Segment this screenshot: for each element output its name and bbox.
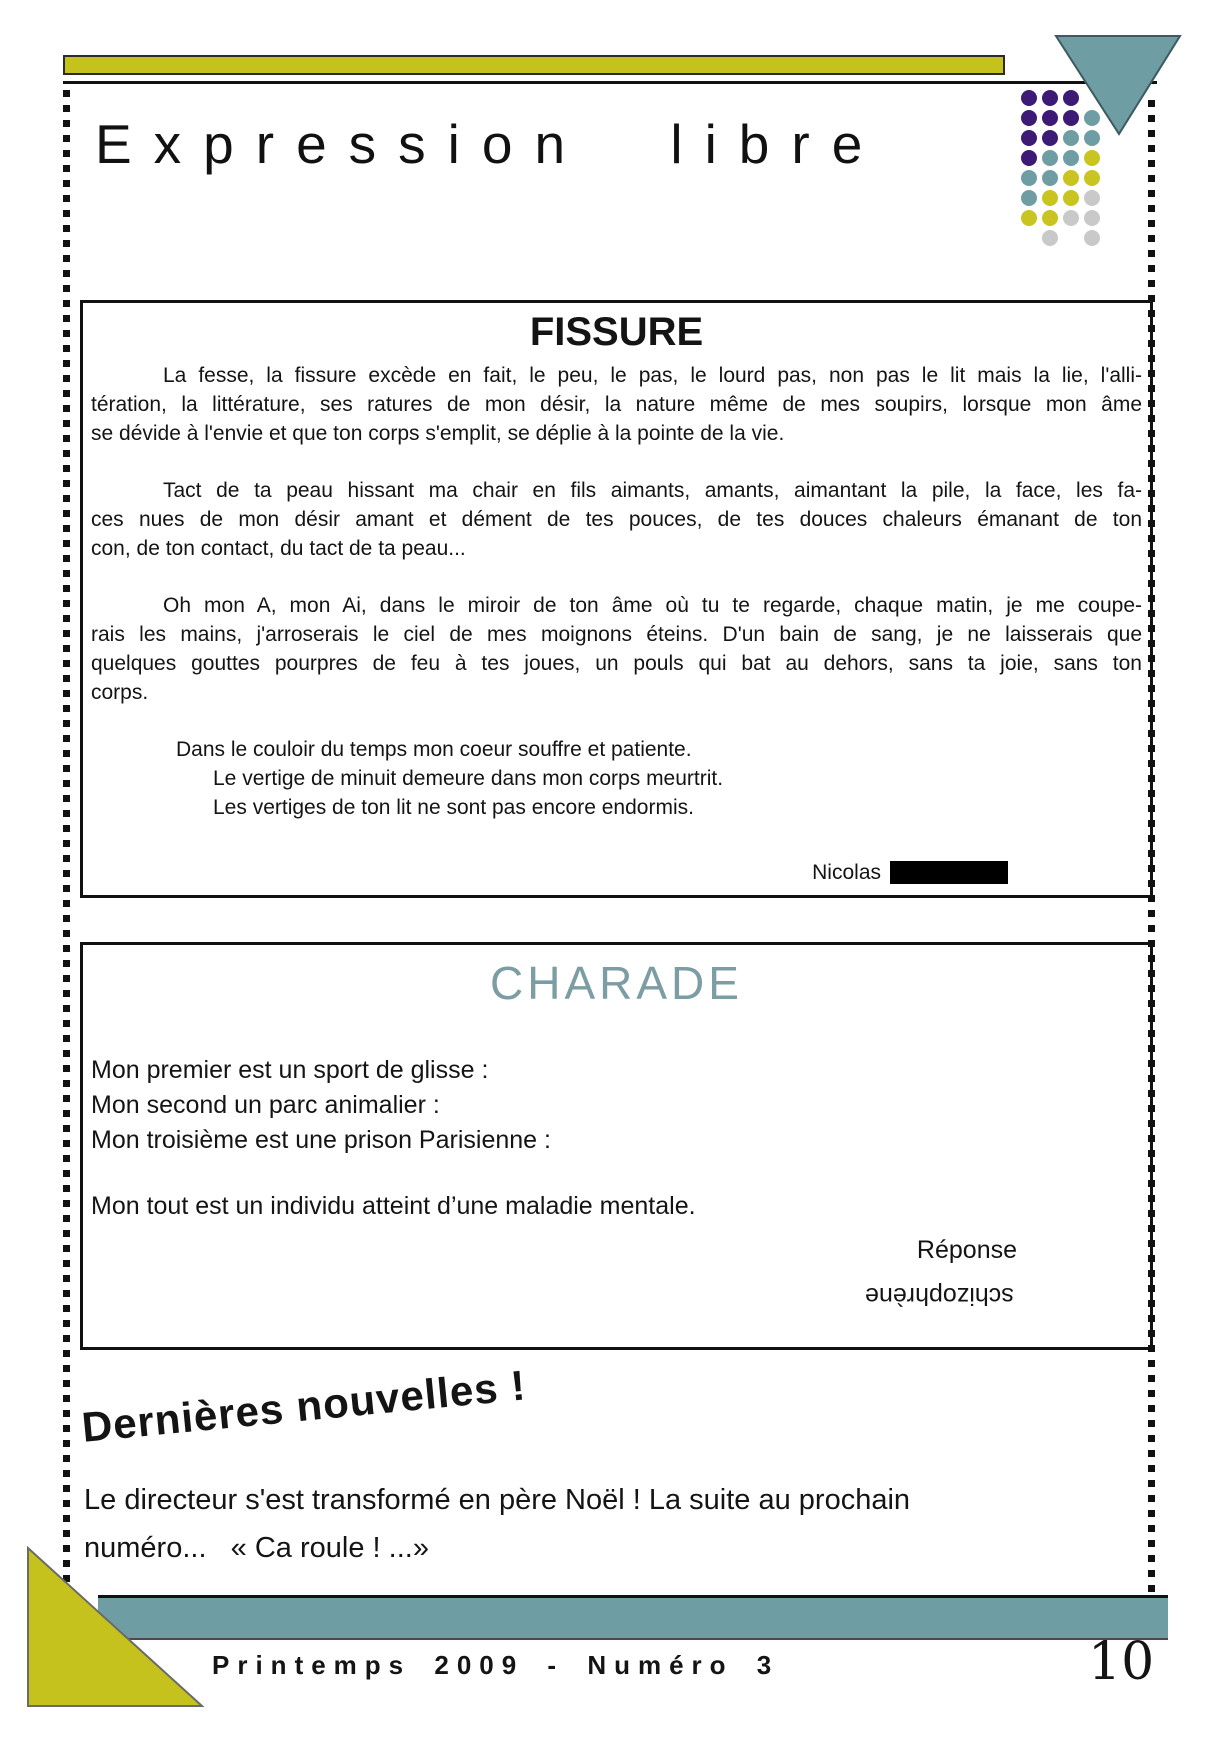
footer-issue: Printemps 2009 - Numéro 3 [212,1650,780,1680]
fissure-line: quelques gouttes pourpres de feu à tes joues, un pouls qui bat au dehors, sans ta joie, sans ton [91,652,1142,675]
fissure-box [80,300,1153,898]
dot [1084,230,1100,246]
verse-line: Dans le couloir du temps mon coeur souffre et patiente. [176,738,692,761]
fissure-line: Oh mon A, mon Ai, dans le miroir de ton âme où tu te regarde, chaque matin, je me coupe- [163,594,1142,617]
fissure-line: tération, la littérature, ses ratures de mon désir, la nature même de mes soupirs, lorsque mon âme [91,393,1142,416]
dot [1063,170,1079,186]
charade-box [80,942,1153,1350]
signature [91,858,1142,887]
page-number: 10 [1088,1632,1155,1692]
news-line: numéro... « Ca roule ! ...» [84,1532,429,1564]
fissure-line: con, de ton contact, du tact de ta peau... [91,537,466,560]
dot [1063,190,1079,206]
dotted-border-left [63,90,70,1602]
verse-line: Les vertiges de ton lit ne sont pas encore endormis. [213,796,694,819]
dotted-border-right [1148,100,1155,1592]
dot [1021,210,1037,226]
charade-clue: Mon premier est un sport de glisse : [91,1056,489,1084]
reponse-label: Réponse [916,1236,1017,1264]
dot [1063,210,1079,226]
dot [1021,190,1037,206]
fissure-title: FISSURE [529,310,704,354]
dot [1021,170,1037,186]
dot [1084,210,1100,226]
dot [1021,90,1037,106]
corner-triangle-top-right [1052,32,1184,138]
fissure-line: corps. [91,681,149,704]
dot [1021,130,1037,146]
fissure-line: Tact de ta peau hissant ma chair en fils aimants, amants, aimantant la pile, la face, les fa- [163,479,1142,502]
charade-clue: Mon second un parc animalier : [91,1091,440,1119]
dot [1042,170,1058,186]
dot [1042,210,1058,226]
page-title: Expression libre [95,113,885,175]
fissure-poem [91,361,1142,887]
footer-bar [98,1595,1168,1640]
charade-clues [91,1053,1142,1158]
fissure-line: rais les mains, j'arroserais le ciel de mes moignons éteins. D'un bain de sang, je ne laisserais que [91,623,1142,646]
dot [1021,150,1037,166]
corner-triangle-bottom-left [24,1540,208,1714]
fissure-line: se dévide à l'envie et que ton corps s'emplit, se déplie à la pointe de la vie. [91,422,785,445]
dot [1084,170,1100,186]
dot [1084,190,1100,206]
dot [1084,150,1100,166]
redacted-name-box [890,861,1008,884]
charade-clue: Mon troisième est une prison Parisienne : [91,1126,551,1154]
dot [1042,230,1058,246]
top-rule [63,81,1157,84]
news-heading: Dernières nouvelles ! [79,1361,528,1451]
verse-line: Le vertige de minuit demeure dans mon corps meurtrit. [213,767,724,790]
dot [1063,150,1079,166]
dot [1042,190,1058,206]
charade-title: CHARADE [490,957,743,1009]
news-line: Le directeur s'est transformé en père Noël ! La suite au prochain [84,1484,911,1516]
fissure-line: La fesse, la fissure excède en fait, le peu, le pas, le lourd pas, non pas le lit mais la lie, l'alli- [163,364,1142,387]
fissure-line: ces nues de mon désir amant et dément de tes pouces, de tes douces chaleurs émanant de ton [91,508,1142,531]
signature-name: Nicolas [812,861,881,884]
charade-answer [91,1281,1142,1310]
charade-tout: Mon tout est un individu atteint d’une maladie mentale. [91,1192,696,1220]
top-accent-bar [63,55,1005,75]
dot [1021,110,1037,126]
charade-answer-upside-down: schizophrène [865,1282,1014,1310]
dot [1042,150,1058,166]
